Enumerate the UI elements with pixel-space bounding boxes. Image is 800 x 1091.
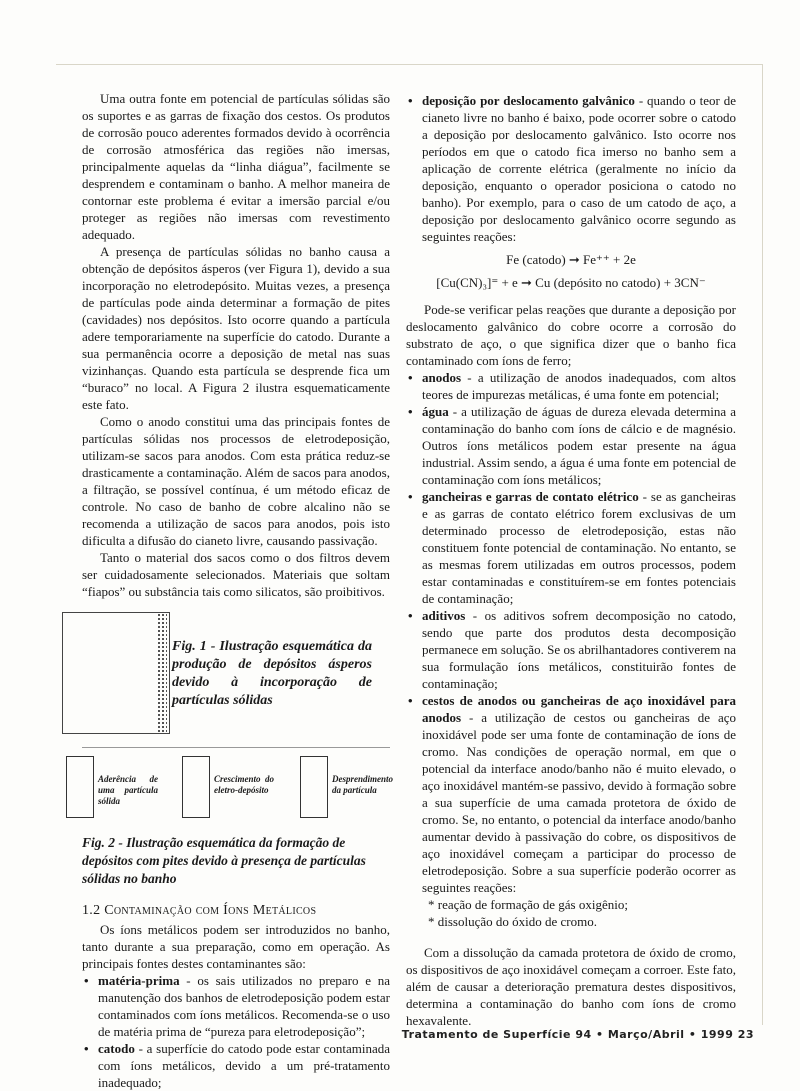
paragraph: Uma outra fonte em potencial de partículas sólidas são os suportes e as garras de fixação dos cestos. Os produtos de corrosão pouco aderentes formados devido à ocorrência de corrosão atmosférica das regiões não imersas, principalmente aquelas da “linha diágua”, facilmente se desprendem e contaminam o banho. A melhor maneira de contornar este problema é evitar a imersão parcial e/ou proteger as regiões não imersas com revestimento adequado. [82, 91, 390, 242]
list-item: • catodo - a superfície do catodo pode estar contaminada com íons metálicos, devido a um pré-tratamento inadequado; [82, 1040, 390, 1091]
equation: Fe (catodo) ➞ Fe⁺⁺ + 2e [506, 252, 636, 267]
reaction-item: * reação de formação de gás oxigênio; [428, 897, 628, 912]
list-item: • cestos de anodos ou gancheiras de aço inoxidável para anodos - a utilização de cestos ou gancheiras de aço inoxidável pode ser uma fonte de contaminação de íons de cromo. Nas condições de operação normal, em que o potencial da interface anodo/banho não é muito elevado, o aço inoxidável mantém-se passivo, devido à formação sobre a sua superfície de uma camada protetora de óxido de cromo. Se, no entanto, o potencial da interface anodo/banho aumentar devido à passivação do cobre, os dispositivos de aço inoxidável começam a participar do processo de eletrodeposição. Sobre a sua superfície poderão ocorrer as seguintes reações: [406, 692, 736, 896]
figure-2-label: Crescimento do eletro-depósito [214, 774, 274, 795]
list-item: • aditivos - os aditivos sofrem decomposição no catodo, sendo que parte dos produtos desta decomposição permanece em solução. Se os abrilhantadores contiverem na sua formulação íons metálicos, constituirão fontes de contaminação; [406, 607, 736, 692]
list-item: • matéria-prima - os sais utilizados no preparo e na manutenção dos banhos de eletrodeposição podem estar contaminados com íons metálicos. Recomenda-se o uso de matéria prima de “pureza para eletrodeposição”; [82, 972, 390, 1040]
paragraph: Com a dissolução da camada protetora de óxido de cromo, os dispositivos de aço inoxidável começam a corroer. Este fato, além de causar a deterioração prematura destes dispositivos, determina a contaminação do banho com íons de cromo hexavalente. [406, 945, 736, 1028]
paragraph: A presença de partículas sólidas no banho causa a obtenção de depósitos ásperos (ver Figura 1), devido a sua incorporação no eletrodepósito. Muitas vezes, a presença de partículas pode ainda determinar a formação de pites (cavidades) nos depósitos. Isto ocorre quando a partícula adere temporariamente na superfície do catodo. Durante a sua permanência ocorre a deposição de metal nas suas vizinhanças. Quando esta partícula se desprende fica um “buraco” no local. A Figura 2 ilustra esquematicamente este fato. [82, 244, 390, 412]
reaction-item: * dissolução do óxido de cromo. [428, 914, 597, 929]
list-item: • deposição por deslocamento galvânico - quando o teor de cianeto livre no banho é baixo, pode ocorrer sobre o catodo a deposição por deslocamento galvânico. Isto ocorre nos períodos em que o catodo fica imerso no banho sem a aplicação de corrente elétrica (geralmente no início da deposição, enquanto o operador posiciona o catodo no banho). Por exemplo, para o caso de um catodo de aço, a deposição por deslocamento galvânico ocorre segundo as seguintes reações: [406, 92, 736, 245]
figure-2-caption: Fig. 2 - Ilustração esquemática da formação de depósitos com pites devido à presença de partículas sólidas no banho [82, 835, 366, 886]
figure-1 [82, 612, 390, 737]
right-column [406, 92, 736, 1029]
list-item: • gancheiras e garras de contato elétrico - se as gancheiras e as garras de contato elétrico forem exclusivas de um determinado processo de eletrodeposição, estas não constituem fonte potencial de contaminação. No entanto, se as mesmas forem utilizadas em outros processos, podem estar contaminadas e constituírem-se em fontes potenciais de contaminação; [406, 488, 736, 607]
figure-2 [82, 747, 394, 830]
section-title: 1.2 Contaminação com Íons Metálicos [82, 903, 317, 918]
list-item: • água - a utilização de águas de dureza elevada determina a contaminação do banho com íons de cálcio e de magnésio. Outros íons metálicos podem estar presente na água industrial. Assim sendo, a água é uma fonte em potencial de contaminação com íons metálicos; [406, 403, 736, 488]
paragraph: Como o anodo constitui uma das principais fontes de partículas sólidas nos processos de eletrodeposição, utilizam-se sacos para anodos. Com esta prática reduz-se drasticamente a contaminação. Além de sacos para anodos, a filtração, se possível contínua, é um método eficaz de controle. No caso de banho de cobre alcalino não se recomenda a utilização de sacos para anodos, pois isto dificulta a difusão do cianeto livre, causando passivação. [82, 414, 390, 548]
left-column [82, 90, 394, 1091]
figure-1-illustration [62, 612, 170, 734]
figure-2-label: Aderência de uma partícula sólida [98, 774, 158, 806]
list-item: • anodos - a utilização de anodos inadequados, com altos teores de impurezas metálicas, é uma fonte em potencial; [406, 369, 736, 403]
paragraph: Pode-se verificar pelas reações que durante a deposição por deslocamento galvânico do cobre ocorre a corrosão do substrato de aço, o que significa dizer que o banho fica contaminado com íons de ferro; [406, 302, 736, 368]
figure-2-label: Desprendimento da partícula [332, 774, 394, 795]
equation: [Cu(CN)₃]⁼ + e ➞ Cu (depósito no catodo) + 3CN⁻ [436, 275, 706, 290]
paragraph: Os íons metálicos podem ser introduzidos no banho, tanto durante a sua preparação, como em operação. As principais fontes destes contaminantes são: [82, 922, 390, 971]
figure-1-caption: Fig. 1 - Ilustração esquemática da produção de depósitos ásperos devido à incorporação de partículas sólidas [172, 639, 372, 708]
paragraph: Tanto o material dos sacos como o dos filtros devem ser cuidadosamente selecionados. Materiais que soltam “fiapos” ou substância tais como silicatos, são proibitivos. [82, 550, 390, 599]
page-footer: Tratamento de Superfície 94 • Março/Abril • 1999 23 [401, 1028, 754, 1041]
